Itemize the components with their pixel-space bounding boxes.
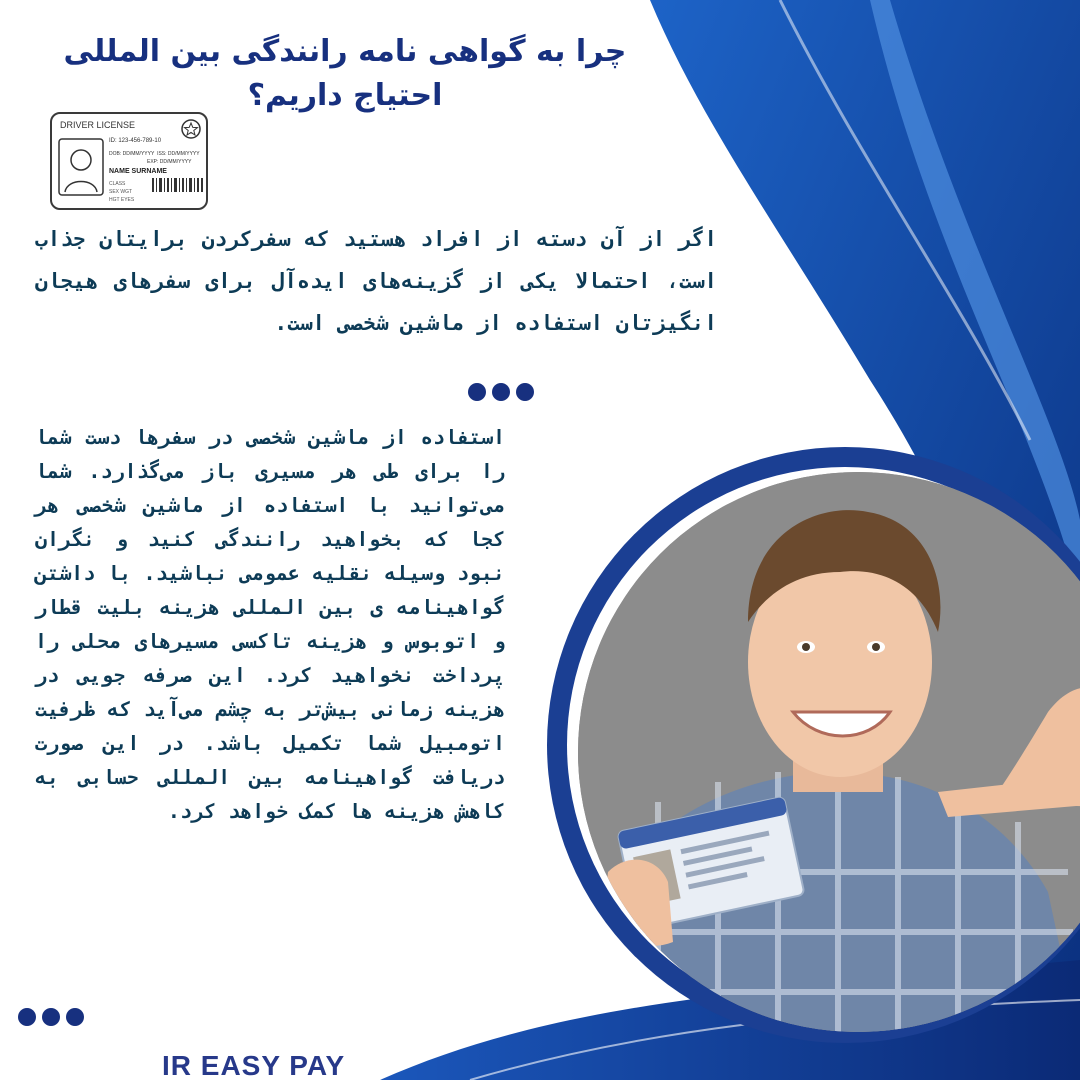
dots-divider-bottom [18, 1008, 84, 1026]
dots-divider-top [468, 383, 534, 401]
license-dob: DOB: DD/MM/YYYY [109, 151, 155, 157]
star-badge-icon [180, 118, 202, 140]
brand-logo: IR EASY PAY [162, 1050, 346, 1081]
portrait-icon [58, 138, 104, 196]
license-heading: DRIVER LICENSE [60, 120, 136, 130]
license-hgt-eyes: HGT EYES [109, 197, 135, 203]
barcode-icon [152, 178, 204, 192]
driver-license-icon [50, 112, 208, 210]
license-name: NAME SURNAME [109, 168, 167, 175]
license-dates [109, 150, 200, 166]
body-paragraph: استفاده از ماشین شخصی در سفرها دست شما را برای طی هر مسیری باز می‌گذارد. شما می‌توانید با استفاده از ماشین شخصی هر کجا که بخواهید رانندگی کنید و نگران نبود وسیله نقلیه عمومی نباشید. با داشتن گواهینامه ی بین المللی هزینه بلیت قطار و اتوبوس و هزینه تاکسی مسیرهای محلی را پرداخت نخواهید کرد. این صرفه جویی در هزینه زمانی بیش‌تر به چشم می‌آید که ظرفیت اتومبیل شما تکمیل باشد. در این صورت دریافت گواهینامه بین المللی حسابی به کاهش هزینه ها کمک خواهد کرد. [35, 425, 505, 823]
license-fields [109, 180, 134, 204]
intro-paragraph: اگر از آن دسته از افراد هستید که سفرکردن برایتان جذاب است، احتمالا یکی از گزینه‌های ایده‌آل برای سفرهای هیجان انگیزتان استفاده از ماشین شخصی است. [35, 227, 717, 335]
license-exp: EXP: DD/MM/YYYY [147, 159, 192, 165]
license-id: ID: 123-456-789-10 [109, 138, 162, 144]
license-class: CLASS [109, 181, 126, 187]
page-title: چرا به گواهی نامه رانندگی بین المللی احتیاج داریم؟ [63, 34, 627, 113]
license-iss: ISS: DD/MM/YYYY [157, 151, 200, 157]
license-sex-wgt: SEX WGT [109, 189, 133, 195]
